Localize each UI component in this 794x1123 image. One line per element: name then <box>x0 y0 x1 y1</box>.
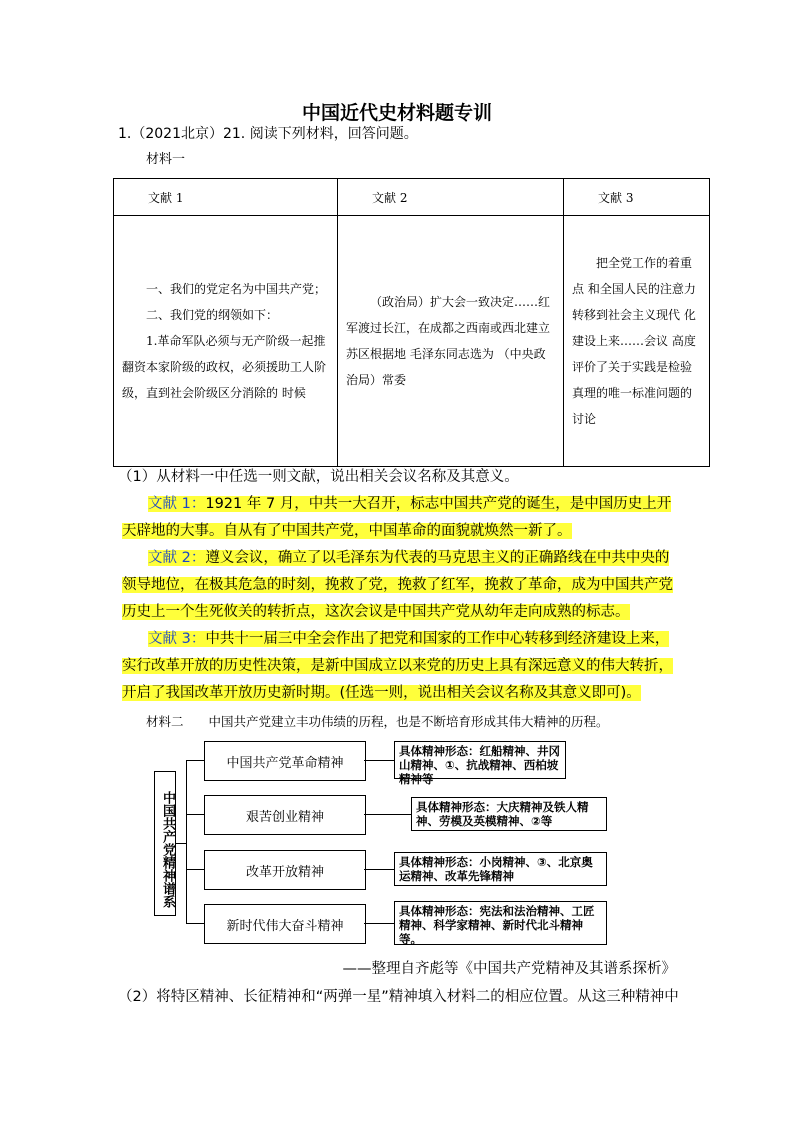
answer-2-text: 遵义会议，确立了以毛泽东为代表的马克思主义的正确路线在中共中央的领导地位，在极其危急的时刻，挽救了党，挽救了红军，挽救了革命，成为中国共产党历史上一个生死攸关的转折点，这次会议是中国共产党从幼年走向成熟的标志。 <box>122 550 673 620</box>
doc-3-text: 把全党工作的着重点 和全国人民的注意力转移到社会主义现代 化建设上来……会议 高度评价了关于实践是检验真理的唯一标准问题的讨论 <box>572 256 696 426</box>
answer-2 <box>122 545 682 626</box>
page-title: 中国近代史材料题专训 <box>301 102 492 124</box>
answer-1-text: 1921 年 7 月，中共一大召开，标志中国共产党的诞生，是中国历史上开天辟地的大事。自从有了中国共产党，中国革命的面貌就焕然一新了。 <box>122 496 672 539</box>
branch-2-line <box>186 814 204 815</box>
detail-1-box: 具体精神形态：红船精神、井冈山精神、①、抗战精神、西柏坡精神等 <box>394 741 566 779</box>
material-1-label: 材料一 <box>146 152 186 167</box>
branch-4-line <box>186 923 204 924</box>
doc-1-line-3: 1.革命军队必须与无产阶级一起推翻资本家阶级的政权，必须援助工人阶级，直到社会阶级区分消除的 时候 <box>122 334 327 400</box>
root-connector <box>176 843 186 844</box>
branch-3-detail-line <box>364 869 394 870</box>
documents-table <box>113 178 710 467</box>
detail-3-box: 具体精神形态：小岗精神、③、北京奥运精神、改革先锋精神 <box>394 852 607 886</box>
answer-2-label: 文献 2： <box>148 550 206 566</box>
answer-3-label: 文献 3： <box>148 631 206 647</box>
doc-1-cell <box>114 216 338 467</box>
detail-4-box: 具体精神形态：宪法和法治精神、工匠精神、科学家精神、新时代北斗精神等。 <box>394 901 607 945</box>
sub-question-1: （1）从材料一中任选一则文献，说出相关会议名称及其意义。 <box>118 469 519 485</box>
doc-2-text: （政治局）扩大会一致决定……红军渡过长江，在成都之西南或西北建立苏区根据地 毛泽东同志选为 （中央政治局）常委 <box>346 295 551 387</box>
branch-1-detail-line <box>364 760 394 761</box>
spirit-2-box: 艰苦创业精神 <box>204 795 366 835</box>
answer-1-label: 文献 1： <box>148 496 206 512</box>
detail-2-box: 具体精神形态：大庆精神及铁人精神、劳模及英模精神、②等 <box>411 797 607 831</box>
diagram-root: 中国共产党精神谱系 <box>154 771 176 916</box>
doc-2-cell <box>338 216 564 467</box>
spirit-4-box: 新时代伟大奋斗精神 <box>204 904 366 944</box>
question-stem: 1.（2021北京）21. 阅读下列材料，回答问题。 <box>118 126 418 142</box>
spirit-3-box: 改革开放精神 <box>204 850 366 890</box>
material-2-text: 材料二 中国共产党建立丰功伟绩的历程，也是不断培育形成其伟大精神的历程。 <box>146 714 609 729</box>
doc-1-line-2: 二、我们党的纲领如下： <box>146 308 279 322</box>
doc-1-header: 文献 1 <box>114 179 338 216</box>
source-citation: ——整理自齐彪等《中国共产党精神及其谱系探析》 <box>342 961 676 977</box>
branch-2-detail-line <box>364 814 411 815</box>
branch-4-detail-line <box>364 923 394 924</box>
doc-1-line-1: 一、我们的党定名为中国共产党； <box>146 282 327 296</box>
doc-2-header: 文献 2 <box>338 179 564 216</box>
answer-3-text: 中共十一届三中全会作出了把党和国家的工作中心转移到经济建设上来，实行改革开放的历史性决策，是新中国成立以来党的历史上具有深远意义的伟大转折，开启了我国改革开放历史新时期。(任选一则，说出相关会议名称及其意义即可)。 <box>122 631 673 701</box>
spirit-1-box: 中国共产党革命精神 <box>204 741 366 781</box>
answer-3 <box>122 626 682 707</box>
trunk-line <box>186 760 187 923</box>
branch-3-line <box>186 869 204 870</box>
doc-3-header: 文献 3 <box>564 179 710 216</box>
sub-question-2: （2）将特区精神、长征精神和“两弹一星”精神填入材料二的相应位置。从这三种精神中 <box>118 989 679 1005</box>
answer-1 <box>122 491 682 545</box>
branch-1-line <box>186 760 204 761</box>
doc-3-cell <box>564 216 710 467</box>
